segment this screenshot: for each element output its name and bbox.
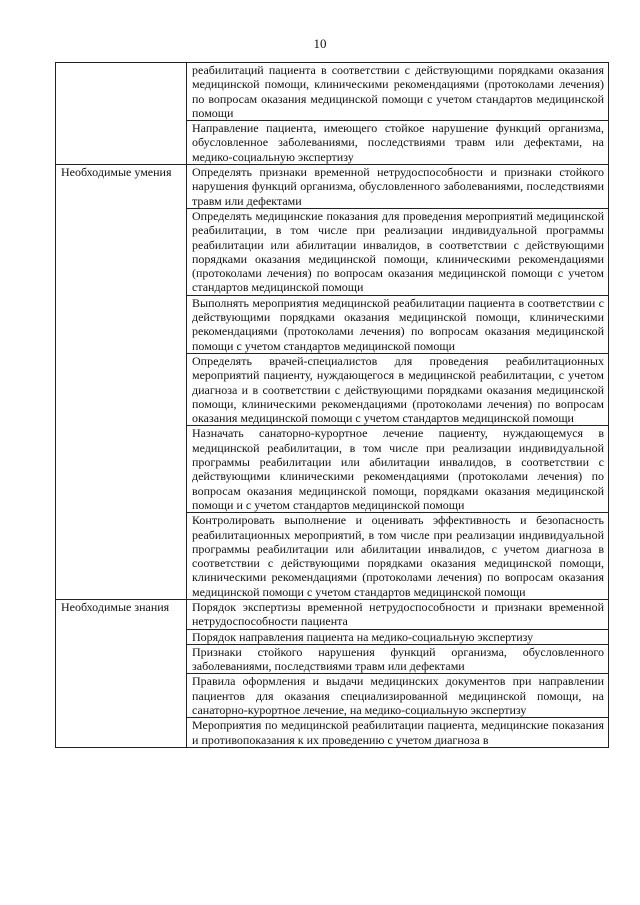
table-cell: Выполнять мероприятия медицинской реабилитации пациента в соответствии с действующими порядками оказания медицинской помощи, клиническими рекомендациями (протоколами лечения) по вопросам оказания медицинской помощи с учетом стандартов медицинской помощи — [187, 295, 609, 353]
table-cell: Порядок направления пациента на медико-социальную экспертизу — [187, 629, 609, 644]
table-row — [56, 165, 609, 209]
row-label-knowledge: Необходимые знания — [56, 599, 187, 747]
table-cell: Контролировать выполнение и оценивать эффективность и безопасность реабилитационных мероприятий, в том числе при реализации индивидуальной программы реабилитации или абилитации инвалидов, с учетом диагноза в соответствии с действующими порядками оказания медицинской помощи, клиническими рекомендациями (протоколами лечения) по вопросам оказания медицинской помощи с учетом стандартов медицинской помощи — [187, 513, 609, 600]
table-cell: Определять признаки временной нетрудоспособности и признаки стойкого нарушения функций организма, обусловленного заболеваниями, последствиями травм или дефектами — [187, 165, 609, 209]
competency-table — [55, 62, 609, 748]
table-cell: Определять медицинские показания для проведения мероприятий медицинской реабилитации, в том числе при реализации индивидуальной программы реабилитации или абилитации инвалидов, в соответствии с действующими порядками оказания медицинской помощи, клиническими рекомендациями (протоколами лечения) по вопросам оказания медицинской помощи с учетом стандартов медицинской помощи — [187, 208, 609, 295]
table-cell: Направление пациента, имеющего стойкое нарушение функций организма, обусловленное заболеваниями, последствиями травм или дефектами, на медико-социальную экспертизу — [187, 121, 609, 165]
table-cell: Назначать санаторно-курортное лечение пациенту, нуждающемуся в медицинской реабилитации, в том числе при реализации индивидуальной программы реабилитации или абилитации инвалидов, в соответствии с действующими клиническими рекомендациями (протоколами лечения) по вопросам оказания медицинской помощи, порядками оказания медицинской помощи и с учетом стандартов медицинской помощи — [187, 426, 609, 513]
table-row — [56, 63, 609, 121]
page-number: 10 — [313, 36, 327, 51]
table-cell: Признаки стойкого нарушения функций организма, обусловленного заболеваниями, последствиями травм или дефектами — [187, 644, 609, 674]
table-cell: реабилитаций пациента в соответствии с действующими порядками оказания медицинской помощи, клиническими рекомендациями (протоколами лечения) по вопросам оказания медицинской помощи с учетом стандартов медицинской помощи — [187, 63, 609, 121]
row-label — [56, 63, 187, 165]
table-cell: Мероприятия по медицинской реабилитации пациента, медицинские показания и противопоказания к их проведению с учетом диагноза в — [187, 718, 609, 748]
table-cell: Определять врачей-специалистов для проведения реабилитационных мероприятий пациенту, нуждающегося в медицинской реабилитации, с учетом диагноза и в соответствии с действующими порядками оказания медицинской помощи, клиническими рекомендациями (протоколами лечения) по вопросам оказания медицинской помощи с учетом стандартов медицинской помощи — [187, 353, 609, 425]
table-cell: Порядок экспертизы временной нетрудоспособности и признаки временной нетрудоспособности пациента — [187, 599, 609, 629]
row-label-skills: Необходимые умения — [56, 165, 187, 600]
table-cell: Правила оформления и выдачи медицинских документов при направлении пациентов для оказания специализированной медицинской помощи, на санаторно-курортное лечение, на медико-социальную экспертизу — [187, 674, 609, 718]
table-row — [56, 599, 609, 629]
